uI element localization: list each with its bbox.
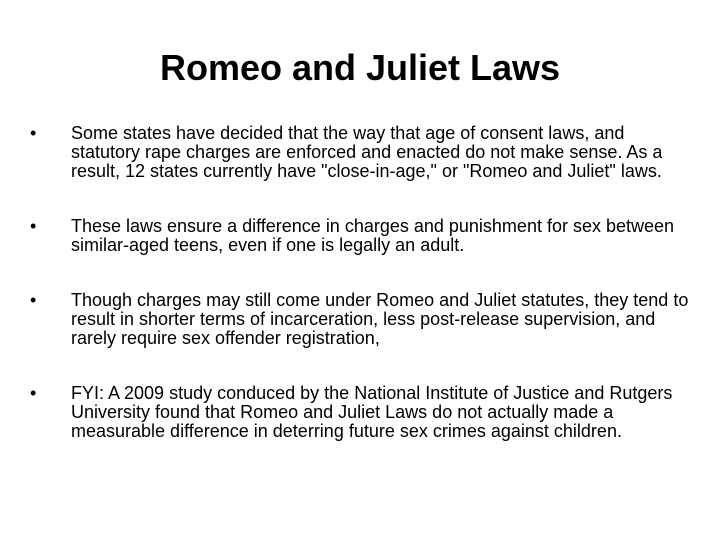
bullet-item: [30, 384, 690, 441]
bullet-text: FYI: A 2009 study conduced by the National Institute of Justice and Rutgers University found that Romeo and Juliet Laws do not actually made a measurable difference in deterring future sex crimes against children.: [71, 383, 673, 441]
bullet-text: These laws ensure a difference in charges and punishment for sex between similar-aged teens, even if one is legally an adult.: [71, 216, 675, 255]
bullet-dot-icon: •: [30, 216, 37, 236]
bullet-text: Some states have decided that the way that age of consent laws, and statutory rape charges are enforced and enacted do not make sense. As a result, 12 states currently have "close-in-age," or "Romeo and Juliet" laws.: [71, 123, 663, 181]
bullet-item: [30, 291, 690, 348]
bullet-list: [30, 124, 690, 441]
bullet-dot-icon: •: [30, 290, 37, 310]
bullet-item: [30, 124, 690, 181]
bullet-text: Though charges may still come under Romeo and Juliet statutes, they tend to result in shorter terms of incarceration, less post-release supervision, and rarely require sex offender registration,: [71, 290, 689, 348]
bullet-dot-icon: •: [30, 123, 37, 143]
bullet-dot-icon: •: [30, 383, 37, 403]
bullet-item: [30, 217, 690, 255]
slide-title: Romeo and Juliet Laws: [159, 47, 561, 88]
